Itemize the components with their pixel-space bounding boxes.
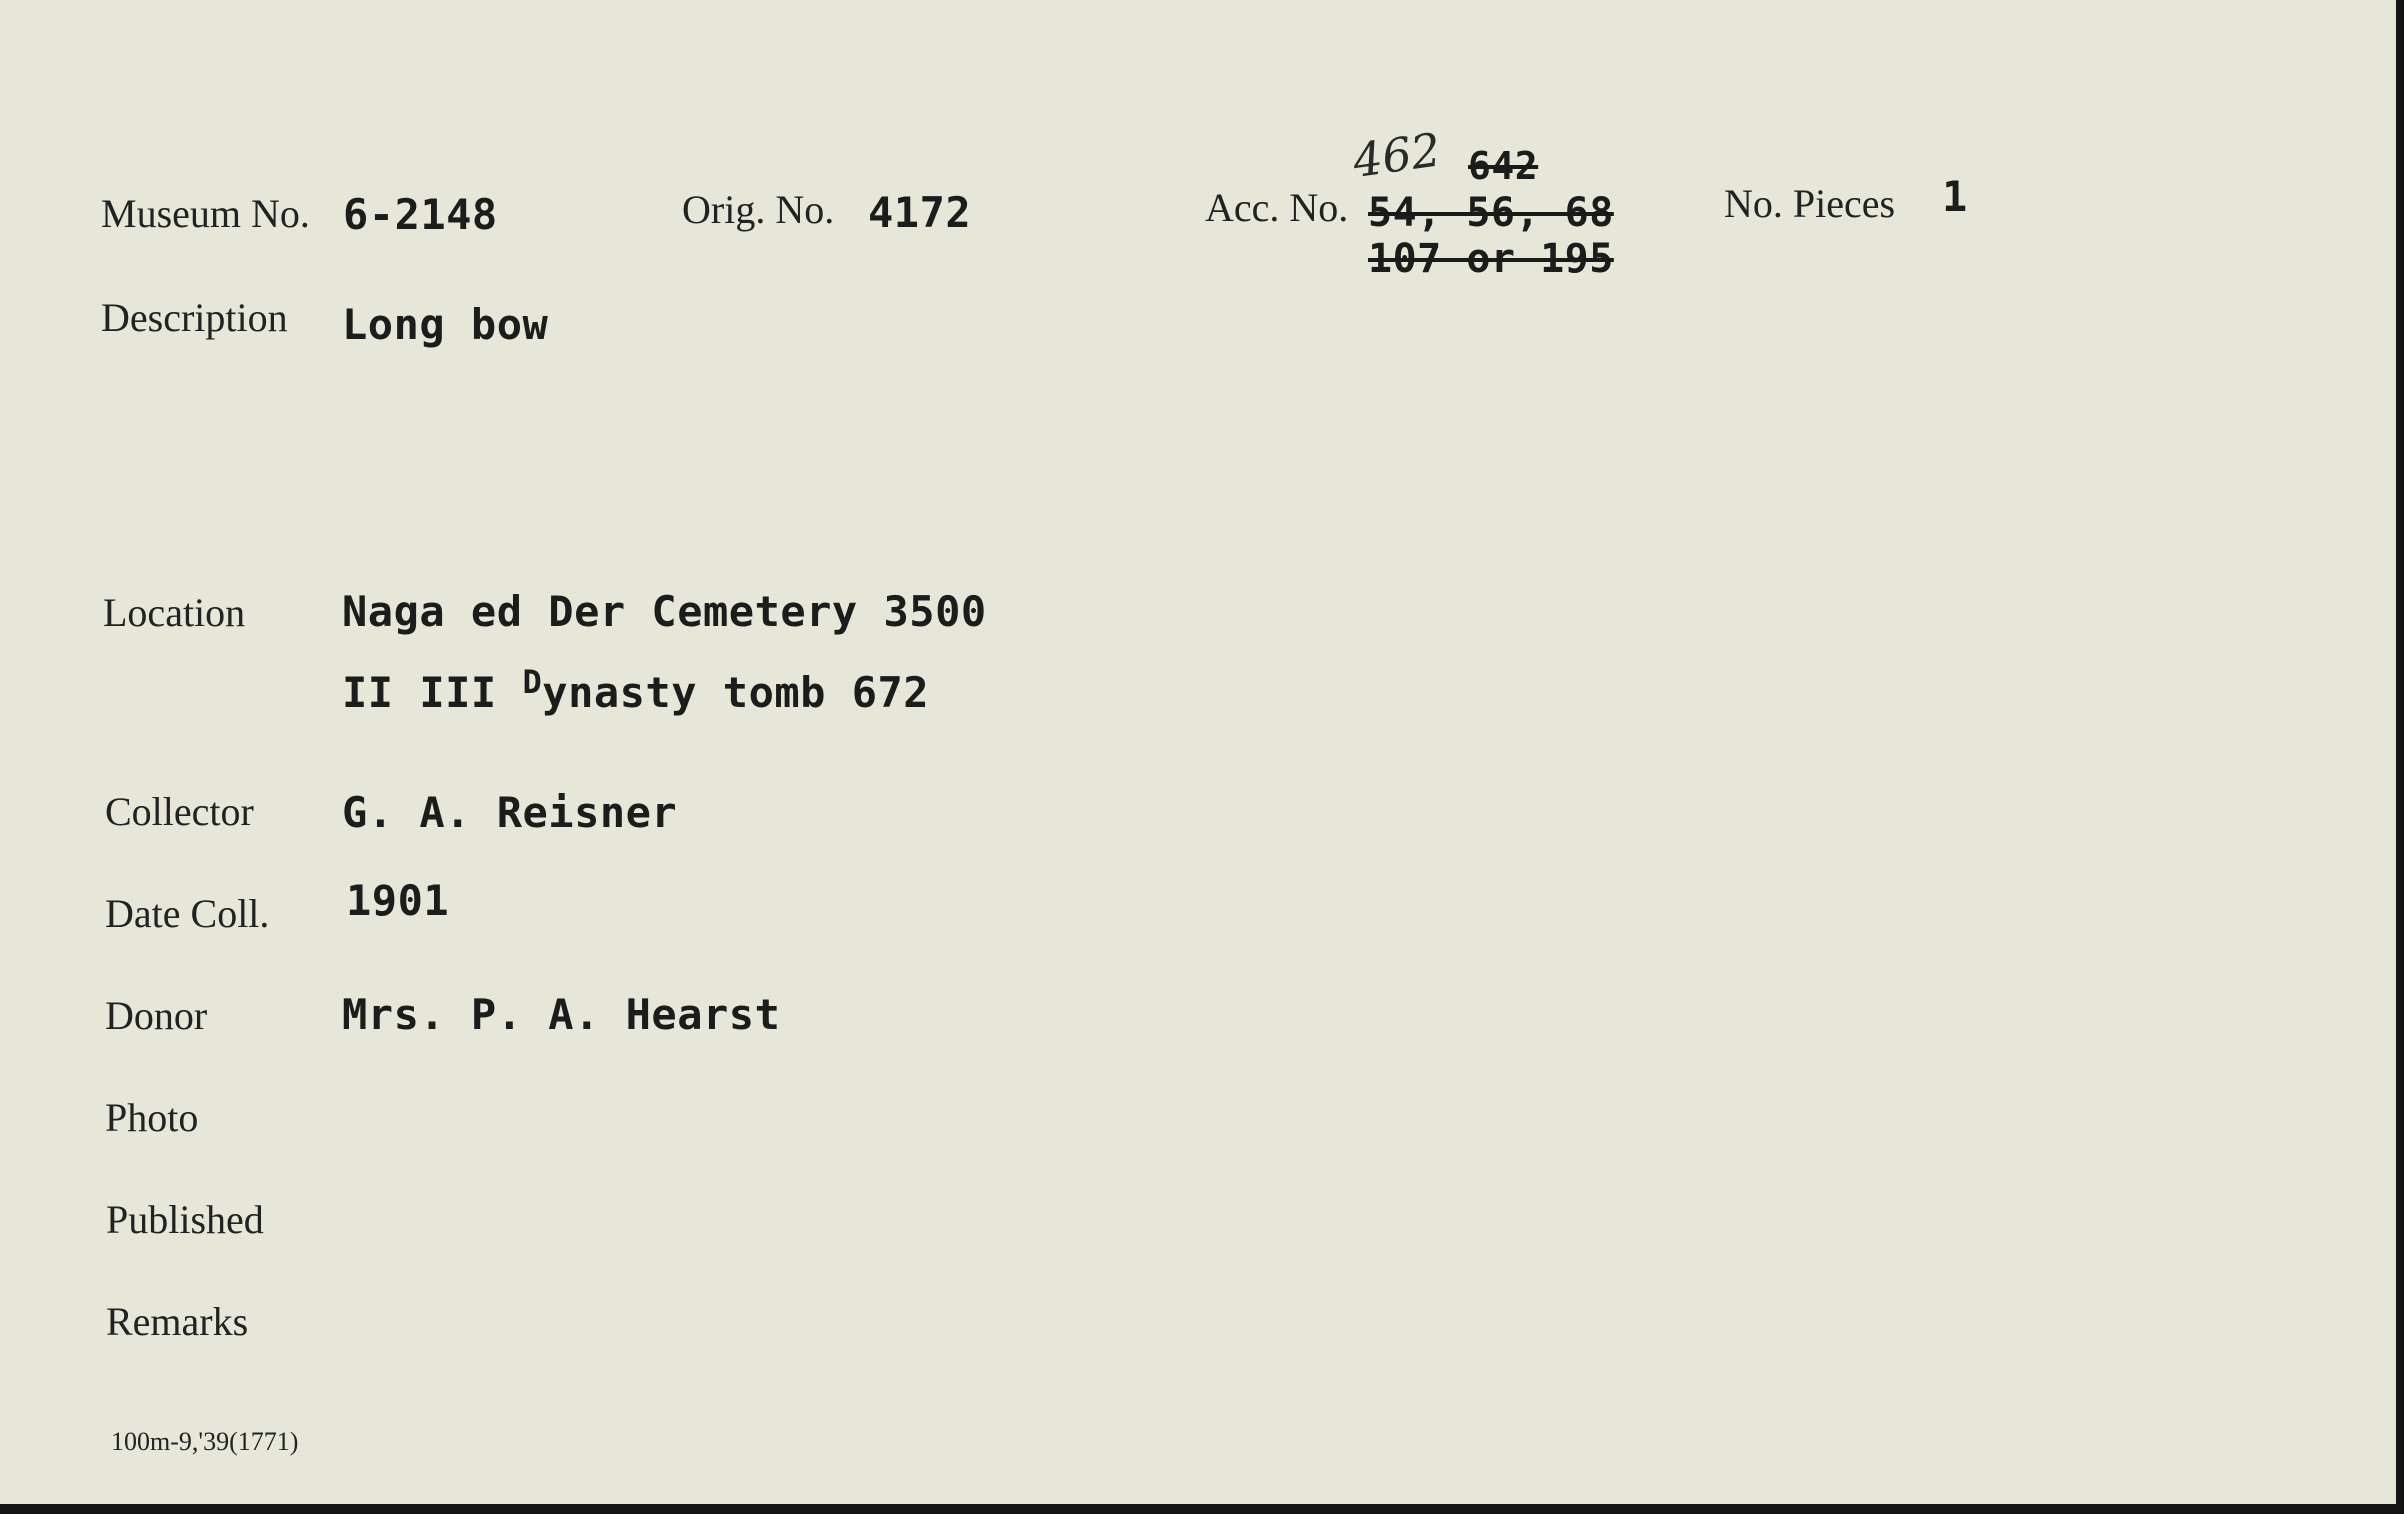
- no-pieces-label: No. Pieces: [1724, 181, 1896, 226]
- published-label: Published: [106, 1197, 264, 1242]
- acc-no-label: Acc. No.: [1205, 185, 1349, 230]
- form-code: 100m-9,'39(1771): [111, 1427, 299, 1456]
- description-value: Long bow: [342, 300, 549, 349]
- remarks-label: Remarks: [106, 1299, 249, 1344]
- location-line-2-prefix: II III: [342, 668, 523, 717]
- description-label: Description: [101, 295, 288, 340]
- location-line-2-suffix: ynasty tomb 672: [542, 668, 930, 717]
- location-line-1: Naga ed Der Cemetery 3500: [342, 587, 987, 636]
- acc-no-struck-2: 54, 56, 68: [1368, 190, 1614, 236]
- photo-label: Photo: [105, 1095, 199, 1140]
- location-line-2-insert: D: [522, 663, 543, 701]
- acc-no-struck-1: 642: [1468, 144, 1539, 188]
- collector-value: G. A. Reisner: [342, 788, 678, 837]
- orig-no-label: Orig. No.: [682, 187, 835, 232]
- museum-no-label: Museum No.: [101, 191, 310, 236]
- location-label: Location: [103, 590, 246, 635]
- acc-no-struck-3: 107 or 195: [1368, 236, 1614, 282]
- donor-label: Donor: [105, 993, 208, 1038]
- collector-label: Collector: [105, 789, 254, 834]
- date-coll-label: Date Coll.: [105, 891, 270, 936]
- date-coll-value: 1901: [346, 876, 450, 925]
- acc-no-handwritten: 462: [1349, 122, 1444, 188]
- orig-no-value: 4172: [868, 188, 972, 237]
- museum-no-value: 6-2148: [343, 190, 498, 239]
- donor-value: Mrs. P. A. Hearst: [342, 990, 781, 1039]
- no-pieces-value: 1: [1942, 172, 1968, 221]
- location-line-2: [342, 663, 929, 717]
